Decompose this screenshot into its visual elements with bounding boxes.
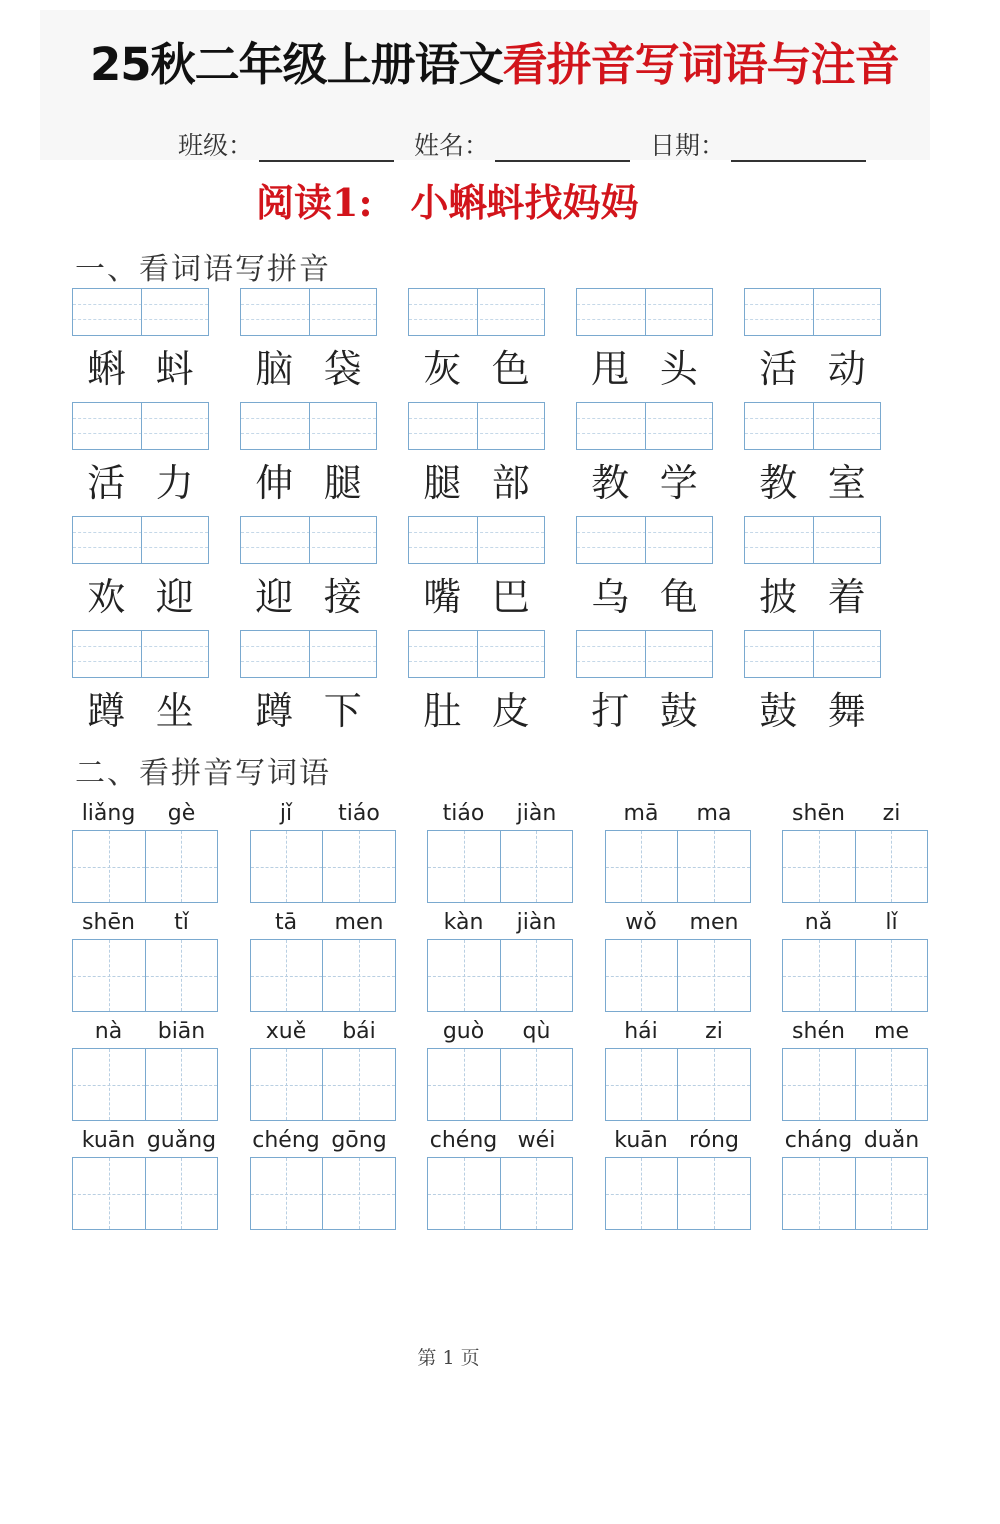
tianzige-cell[interactable] xyxy=(606,1049,678,1120)
pinyin-writing-box[interactable] xyxy=(576,630,713,678)
character-writing-box xyxy=(782,1157,928,1230)
pinyin-syllable: mā xyxy=(623,801,659,826)
tianzige-cell[interactable] xyxy=(783,1158,855,1229)
pinyin-text xyxy=(250,1015,396,1048)
pinyin-item xyxy=(605,1015,751,1121)
class-field[interactable] xyxy=(178,126,394,162)
tianzige-cell[interactable] xyxy=(145,1158,218,1229)
word-char: 蹲 xyxy=(87,688,126,733)
pinyin-syllable: tiáo xyxy=(338,801,380,826)
word-char: 打 xyxy=(591,688,630,733)
pinyin-syllable: kuān xyxy=(614,1128,668,1153)
tianzige-cell[interactable] xyxy=(677,831,750,902)
tianzige-cell[interactable] xyxy=(145,1049,218,1120)
pinyin-syllable: tiáo xyxy=(442,801,485,826)
pinyin-writing-box[interactable] xyxy=(408,402,545,450)
tianzige-cell[interactable] xyxy=(73,1158,145,1229)
pinyin-syllable: gè xyxy=(167,801,196,826)
pinyin-text xyxy=(427,1015,573,1048)
word-item xyxy=(72,630,209,736)
tianzige-cell[interactable] xyxy=(428,940,500,1011)
name-field[interactable] xyxy=(414,126,630,162)
pinyin-text xyxy=(72,906,218,939)
word-item xyxy=(744,516,881,622)
word-row xyxy=(72,630,922,744)
character-writing-box xyxy=(427,1157,573,1230)
pinyin-text xyxy=(782,797,928,830)
character-writing-box xyxy=(605,1157,751,1230)
section1-grid xyxy=(72,288,922,744)
pinyin-item xyxy=(250,1015,396,1121)
word-characters xyxy=(744,450,881,508)
word-item xyxy=(240,288,377,394)
date-field[interactable] xyxy=(650,126,866,162)
pinyin-row xyxy=(72,797,932,906)
word-char: 着 xyxy=(827,574,866,619)
title-black-part: 25秋二年级上册语文 xyxy=(90,38,503,91)
word-item xyxy=(240,630,377,736)
pinyin-item xyxy=(72,1015,218,1121)
word-characters xyxy=(408,564,545,622)
lesson-heading xyxy=(256,172,638,227)
pinyin-item xyxy=(72,906,218,1012)
tianzige-cell[interactable] xyxy=(428,1049,500,1120)
pinyin-writing-box[interactable] xyxy=(408,288,545,336)
word-characters xyxy=(72,678,209,736)
pinyin-text xyxy=(72,1015,218,1048)
pinyin-writing-box[interactable] xyxy=(576,288,713,336)
pinyin-syllable: shēn xyxy=(82,910,135,935)
tianzige-cell[interactable] xyxy=(251,1158,323,1229)
pinyin-writing-box[interactable] xyxy=(744,630,881,678)
character-writing-box xyxy=(782,1048,928,1121)
word-char: 色 xyxy=(491,346,530,391)
pinyin-syllable: liǎng xyxy=(81,801,136,826)
word-char: 活 xyxy=(759,346,798,391)
tianzige-cell[interactable] xyxy=(677,1158,750,1229)
word-char: 皮 xyxy=(491,688,530,733)
pinyin-item xyxy=(250,1124,396,1230)
tianzige-cell[interactable] xyxy=(322,1158,395,1229)
tianzige-cell[interactable] xyxy=(855,831,928,902)
tianzige-cell[interactable] xyxy=(322,831,395,902)
word-characters xyxy=(576,678,713,736)
pinyin-item xyxy=(782,1015,928,1121)
tianzige-cell[interactable] xyxy=(500,831,573,902)
word-char: 甩 xyxy=(591,346,630,391)
word-char: 灰 xyxy=(423,346,462,391)
pinyin-text xyxy=(782,1015,928,1048)
pinyin-syllable: me xyxy=(874,1019,909,1044)
pinyin-syllable: biān xyxy=(157,1019,206,1044)
tianzige-cell[interactable] xyxy=(251,831,323,902)
pinyin-syllable: men xyxy=(334,910,384,935)
pinyin-syllable: lǐ xyxy=(885,910,898,935)
pinyin-syllable: guǎng xyxy=(146,1128,217,1153)
pinyin-syllable: kuān xyxy=(81,1128,136,1153)
tianzige-cell[interactable] xyxy=(500,1049,573,1120)
pinyin-syllable: cháng xyxy=(784,1128,853,1153)
word-char: 坐 xyxy=(155,688,194,733)
section1-title: 一、看词语写拼音 xyxy=(75,252,331,287)
class-blank[interactable] xyxy=(259,136,394,162)
word-characters xyxy=(576,564,713,622)
pinyin-writing-box[interactable] xyxy=(72,630,209,678)
character-writing-box xyxy=(605,1048,751,1121)
pinyin-text xyxy=(250,797,396,830)
name-label: 姓名： xyxy=(413,131,489,160)
word-item xyxy=(240,516,377,622)
word-characters xyxy=(744,678,881,736)
word-item xyxy=(576,402,713,508)
tianzige-cell[interactable] xyxy=(322,940,395,1011)
character-writing-box xyxy=(782,830,928,903)
pinyin-item xyxy=(427,1124,573,1230)
word-characters xyxy=(72,450,209,508)
tianzige-cell[interactable] xyxy=(73,1049,145,1120)
pinyin-syllable: shēn xyxy=(792,801,845,826)
pinyin-syllable: wéi xyxy=(517,1128,556,1153)
word-char: 蚪 xyxy=(155,346,194,391)
pinyin-item xyxy=(250,797,396,903)
word-char: 下 xyxy=(323,688,362,733)
word-char: 舞 xyxy=(827,688,866,733)
pinyin-syllable: chéng xyxy=(429,1128,498,1153)
pinyin-syllable: ma xyxy=(696,801,732,826)
word-char: 蝌 xyxy=(87,346,126,391)
word-char: 鼓 xyxy=(759,688,798,733)
character-writing-box xyxy=(250,1157,396,1230)
pinyin-text xyxy=(605,906,751,939)
word-item xyxy=(744,288,881,394)
pinyin-syllable: gōng xyxy=(331,1128,387,1153)
pinyin-syllable: guò xyxy=(442,1019,485,1044)
title-red-part: 看拼音写词语与注音 xyxy=(502,38,899,91)
pinyin-item xyxy=(427,1015,573,1121)
character-writing-box xyxy=(605,939,751,1012)
lesson-label: 阅读1: xyxy=(256,180,373,225)
word-characters xyxy=(744,564,881,622)
word-char: 教 xyxy=(759,460,798,505)
tianzige-cell[interactable] xyxy=(783,940,855,1011)
pinyin-syllable: jiàn xyxy=(516,801,557,826)
tianzige-cell[interactable] xyxy=(73,831,145,902)
word-char: 乌 xyxy=(591,574,630,619)
pinyin-syllable: zi xyxy=(705,1019,723,1044)
pinyin-syllable: xuě xyxy=(265,1019,307,1044)
word-characters xyxy=(576,450,713,508)
word-char: 肚 xyxy=(423,688,462,733)
tianzige-cell[interactable] xyxy=(855,1158,928,1229)
section2-title: 二、看拼音写词语 xyxy=(75,756,331,791)
word-char: 蹲 xyxy=(255,688,294,733)
pinyin-item xyxy=(605,906,751,1012)
class-label: 班级： xyxy=(178,131,254,160)
tianzige-cell[interactable] xyxy=(606,1158,678,1229)
page-title xyxy=(90,28,950,93)
character-writing-box xyxy=(605,830,751,903)
character-writing-box xyxy=(72,830,218,903)
word-characters xyxy=(240,564,377,622)
pinyin-item xyxy=(427,906,573,1012)
word-char: 头 xyxy=(659,346,698,391)
pinyin-item xyxy=(605,1124,751,1230)
tianzige-cell[interactable] xyxy=(855,940,928,1011)
section2-grid xyxy=(72,797,932,1233)
word-characters xyxy=(408,336,545,394)
word-char: 接 xyxy=(323,574,362,619)
word-row xyxy=(72,516,922,630)
pinyin-text xyxy=(605,797,751,830)
pinyin-syllable: róng xyxy=(689,1128,739,1153)
word-char: 欢 xyxy=(87,574,126,619)
pinyin-item xyxy=(427,797,573,903)
character-writing-box xyxy=(250,1048,396,1121)
date-label: 日期： xyxy=(649,131,725,160)
date-blank[interactable] xyxy=(731,136,866,162)
pinyin-syllable: tā xyxy=(274,910,298,935)
pinyin-syllable: tǐ xyxy=(174,910,189,935)
pinyin-syllable: kàn xyxy=(443,910,484,935)
word-item xyxy=(408,630,545,736)
character-writing-box xyxy=(250,830,396,903)
tianzige-cell[interactable] xyxy=(500,1158,573,1229)
pinyin-item xyxy=(72,797,218,903)
word-row xyxy=(72,288,922,402)
pinyin-text xyxy=(427,797,573,830)
word-item xyxy=(408,516,545,622)
pinyin-row xyxy=(72,906,932,1015)
word-item xyxy=(744,402,881,508)
tianzige-cell[interactable] xyxy=(606,831,678,902)
pinyin-syllable: duǎn xyxy=(863,1128,920,1153)
pinyin-text xyxy=(250,1124,396,1157)
pinyin-writing-box[interactable] xyxy=(408,516,545,564)
pinyin-writing-box[interactable] xyxy=(72,516,209,564)
pinyin-item xyxy=(782,1124,928,1230)
pinyin-item xyxy=(782,797,928,903)
pinyin-syllable: jiàn xyxy=(516,910,557,935)
word-item xyxy=(576,516,713,622)
word-item xyxy=(72,288,209,394)
pinyin-writing-box[interactable] xyxy=(744,402,881,450)
pinyin-syllable: hái xyxy=(624,1019,658,1044)
pinyin-writing-box[interactable] xyxy=(744,516,881,564)
lesson-title: 小蝌蚪找妈妈 xyxy=(410,180,639,225)
page-number: 第 1 页 xyxy=(417,1347,480,1369)
pinyin-writing-box[interactable] xyxy=(72,288,209,336)
pinyin-text xyxy=(72,797,218,830)
word-char: 袋 xyxy=(323,346,362,391)
pinyin-syllable: jǐ xyxy=(279,801,293,826)
word-char: 迎 xyxy=(155,574,194,619)
word-char: 力 xyxy=(155,460,194,505)
student-info-row xyxy=(178,126,878,162)
word-characters xyxy=(240,336,377,394)
pinyin-writing-box[interactable] xyxy=(576,516,713,564)
character-writing-box xyxy=(250,939,396,1012)
word-char: 动 xyxy=(827,346,866,391)
word-char: 部 xyxy=(491,460,530,505)
word-char: 教 xyxy=(591,460,630,505)
pinyin-writing-box[interactable] xyxy=(240,402,377,450)
pinyin-row xyxy=(72,1124,932,1233)
tianzige-cell[interactable] xyxy=(783,831,855,902)
word-char: 腿 xyxy=(423,460,462,505)
word-char: 室 xyxy=(827,460,866,505)
pinyin-syllable: shén xyxy=(792,1019,845,1044)
word-char: 迎 xyxy=(255,574,294,619)
tianzige-cell[interactable] xyxy=(677,1049,750,1120)
tianzige-cell[interactable] xyxy=(322,1049,395,1120)
tianzige-cell[interactable] xyxy=(428,1158,500,1229)
tianzige-cell[interactable] xyxy=(855,1049,928,1120)
word-characters xyxy=(240,678,377,736)
tianzige-cell[interactable] xyxy=(606,940,678,1011)
pinyin-syllable: nà xyxy=(94,1019,123,1044)
word-item xyxy=(576,630,713,736)
tianzige-cell[interactable] xyxy=(145,940,218,1011)
word-char: 脑 xyxy=(255,346,294,391)
pinyin-syllable: bái xyxy=(342,1019,376,1044)
character-writing-box xyxy=(72,939,218,1012)
pinyin-text xyxy=(605,1124,751,1157)
pinyin-text xyxy=(72,1124,218,1157)
word-char: 披 xyxy=(759,574,798,619)
tianzige-cell[interactable] xyxy=(251,1049,323,1120)
word-item xyxy=(72,402,209,508)
word-char: 腿 xyxy=(323,460,362,505)
pinyin-syllable: chéng xyxy=(252,1128,320,1153)
pinyin-writing-box[interactable] xyxy=(408,630,545,678)
tianzige-cell[interactable] xyxy=(677,940,750,1011)
pinyin-writing-box[interactable] xyxy=(744,288,881,336)
word-characters xyxy=(576,336,713,394)
pinyin-item xyxy=(72,1124,218,1230)
word-characters xyxy=(744,336,881,394)
tianzige-cell[interactable] xyxy=(73,940,145,1011)
tianzige-cell[interactable] xyxy=(500,940,573,1011)
pinyin-item xyxy=(605,797,751,903)
pinyin-writing-box[interactable] xyxy=(240,516,377,564)
pinyin-item xyxy=(782,906,928,1012)
word-char: 龟 xyxy=(659,574,698,619)
word-characters xyxy=(240,450,377,508)
word-characters xyxy=(72,336,209,394)
pinyin-syllable: men xyxy=(689,910,739,935)
word-item xyxy=(744,630,881,736)
pinyin-writing-box[interactable] xyxy=(72,402,209,450)
pinyin-text xyxy=(782,1124,928,1157)
pinyin-syllable: zi xyxy=(882,801,901,826)
tianzige-cell[interactable] xyxy=(428,831,500,902)
pinyin-writing-box[interactable] xyxy=(576,402,713,450)
pinyin-writing-box[interactable] xyxy=(240,288,377,336)
pinyin-syllable: nǎ xyxy=(804,910,833,935)
word-char: 鼓 xyxy=(659,688,698,733)
tianzige-cell[interactable] xyxy=(251,940,323,1011)
word-item xyxy=(408,288,545,394)
word-char: 巴 xyxy=(491,574,530,619)
word-characters xyxy=(408,450,545,508)
word-char: 学 xyxy=(659,460,698,505)
word-char: 活 xyxy=(87,460,126,505)
word-char: 伸 xyxy=(255,460,294,505)
word-row xyxy=(72,402,922,516)
character-writing-box xyxy=(72,1157,218,1230)
word-item xyxy=(240,402,377,508)
word-characters xyxy=(72,564,209,622)
pinyin-text xyxy=(427,906,573,939)
pinyin-writing-box[interactable] xyxy=(240,630,377,678)
word-item xyxy=(72,516,209,622)
character-writing-box xyxy=(427,1048,573,1121)
character-writing-box xyxy=(72,1048,218,1121)
tianzige-cell[interactable] xyxy=(783,1049,855,1120)
tianzige-cell[interactable] xyxy=(145,831,218,902)
pinyin-syllable: qù xyxy=(522,1019,551,1044)
word-item xyxy=(408,402,545,508)
pinyin-syllable: wǒ xyxy=(625,910,657,935)
character-writing-box xyxy=(782,939,928,1012)
pinyin-text xyxy=(250,906,396,939)
pinyin-text xyxy=(427,1124,573,1157)
pinyin-row xyxy=(72,1015,932,1124)
character-writing-box xyxy=(427,830,573,903)
character-writing-box xyxy=(427,939,573,1012)
name-blank[interactable] xyxy=(495,136,630,162)
pinyin-item xyxy=(250,906,396,1012)
word-char: 嘴 xyxy=(423,574,462,619)
pinyin-text xyxy=(605,1015,751,1048)
word-item xyxy=(576,288,713,394)
pinyin-text xyxy=(782,906,928,939)
word-characters xyxy=(408,678,545,736)
